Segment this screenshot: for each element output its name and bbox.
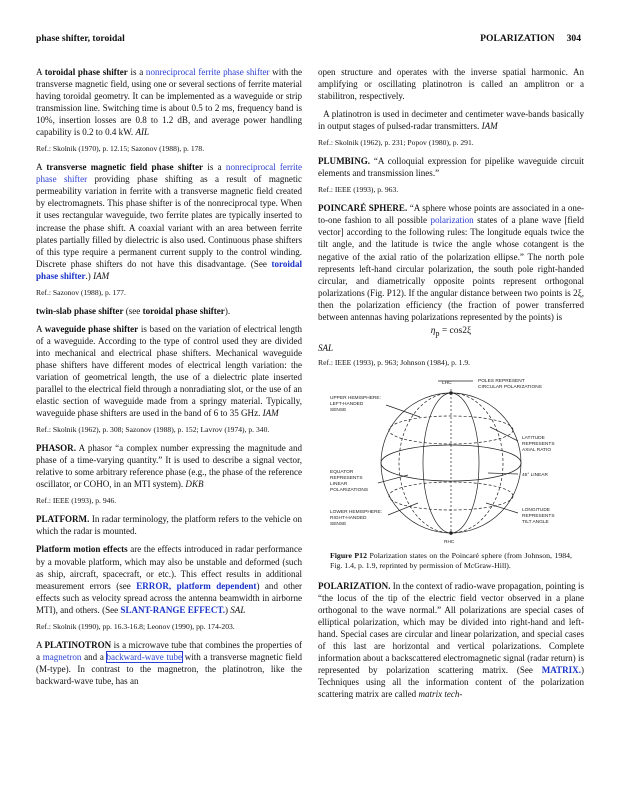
entry-platform-motion-effects: Platform motion effects are the effects introduced in radar performance by a movable platform, which may also be unstable and deformed (such as ship, aircraft, spacecraft, or etc.). This effect results in additional measurement errors (see ERROR, platform dependent) and other effects such as velocity spread across the antenna beamwidth in airborne MTI), and others. (See SLANT-RANGE EFFECT.) SAL [36,544,303,615]
equator-label-1: EQUATOR [330,469,354,475]
lower-leader [388,503,418,515]
entry-transverse-magnetic-field-phase-shifter: A transverse magnetic field phase shifter is a nonreciprocal ferrite phase shifter providing phase shifting as a result of magnetic permeability variation in ferrite with a transverse magnetic field created by electromagnets. This phase shifter is of the nonreciprocal type. When it uses rectangular waveguide, two ferrite plates are typically inserted to increase the phase shift. A coaxial variant with an area between ferrite plates partially filled by dielectric is also used. Continuous phase shifters of this type require a permanent current supply to the control winding. Discrete phase shifters do not have this disadvantage. (See toroidal phase shifter.) IAM [36,162,303,281]
entry-polarization: POLARIZATION. In the context of radio-wave propagation, pointing is “the locus of the tip of the electric field vector observed in a plane orthogonal to the wave normal.” All polarizations are special cases of elliptical polarization, which may be divided into right-hand and left-hand. Special cases are circular and linear polarization, and special cases of this last are horizontal and vertical polarizations. Complete information about a backscattered electromagnetic signal (radar return) is represented by polarization scattering matrix. (See MATRIX.) Techniques using all the information content of the polarization scattering matrix are called matrix tech- [318,580,584,700]
term: transverse magnetic field phase shifter [46,162,204,173]
term: PLUMBING. [318,156,371,167]
platinotron-continued: open structure and operates with the inverse spatial harmonic. An amplifying or oscillating platinotron is called an amplitron or a stabilitron, respectively. [318,67,584,102]
upper-leader [386,405,420,417]
see-toroidal-phase-shifter: toroidal phase shifter [142,305,225,316]
term: POLARIZATION. [318,580,391,591]
polarization-efficiency-formula: $\eta_p = \cos 2\xi$ [430,325,472,338]
author: IAM [93,270,110,281]
term: toroidal phase shifter [44,67,128,77]
poles-label-2: CIRCULAR POLARIZATIONS [478,384,542,390]
link-polarization[interactable]: polarization [430,215,474,226]
upper-label-2: LEFT-HANDED [330,401,364,407]
poles-label-1: POLES REPRESENT [478,378,525,384]
lower-label-1: LOWER HEMISPHERE: [330,509,382,515]
section-title: POLARIZATION 304 [480,33,581,44]
author: SAL [318,342,334,353]
link-toroidal-phase-shifter[interactable]: toroidal phase shifter [36,258,302,281]
right-column [318,66,584,706]
latitude-label-3: AXIAL RATIO [522,447,552,453]
link-nonreciprocal-ferrite-phase-shifter[interactable]: nonreciprocal ferrite phase shifter [145,67,270,77]
term: PLATINOTRON [44,639,112,650]
entry-phasor: PHASOR. A phasor “a complex number expressing the magnitude and phase of a time-varying quantity.” It is used to describe a signal vector, relative to some arbitrary reference phase (e.g., the phase of the reference oscillator, or COHO, in an MTI system). DKB [36,443,302,490]
running-head: phase shifter, toroidal [36,33,125,44]
linear45-leader [488,473,518,474]
reference: Ref.: Skolnik (1970), p. 12.15; Sazonov (1988), p. 178. [36,144,205,154]
entry-poincare-sphere: POINCARÉ SPHERE. “A sphere whose points are associated in a one-to-one fashion to all possible polarization states of a plane wave [field vector] according to the following rules: The longitude equals twice the tilt angle, and the latitude is twice the angle whose cotangent is the negative of the axial ratio of the polarization ellipse.” The north pole represents left-hand circular polarization, the south pole right-handed circular, and diametrically opposite points represent orthogonal polarizations (Fig. P12). If the angular distance between two points is 2ξ, then the polarization efficiency (the fraction of power transferred between antennas having polarizations represented by the points) is [318,203,584,322]
linear45-label: 45° LINEAR [522,472,548,478]
term: PHASOR. [36,443,76,454]
latitude-label-1: LATITUDE [522,435,545,441]
term: Platform motion effects [36,544,128,555]
equator-label-3: LINEAR [330,481,348,487]
lower-label-2: RIGHT-HANDED [330,515,367,521]
longitude-label-1: LONGITUDE [522,507,550,513]
latitude-leader [490,427,518,441]
entry-waveguide-phase-shifter: A waveguide phase shifter is based on the variation of electrical length of a waveguide. According to the type of control used they are divided into mechanical and electrical phase shifters. Mechanical waveguide phase shifters have different modes of electrical length variation: the variation of geometrical length, the use of a dielectric plate inserted parallel to the electrical field through a nonradiating slot, or the use of an elastic section of waveguide made from a springy material. Typically, waveguide phase shifters are used in the band of 6 to 35 GHz. IAM [36,323,303,419]
link-nonreciprocal-ferrite-phase-shifter[interactable]: nonreciprocal ferrite phase shifter [36,162,303,185]
link-slant-range-effect[interactable]: SLANT-RANGE EFFECT. [120,604,225,615]
equator-label-4: POLARIZATIONS [330,487,369,493]
author: IAM [262,408,279,419]
link-matrix[interactable]: MATRIX. [541,665,581,676]
reference: Ref.: Skolnik (1990), pp. 16.3-16.8; Leonov (1990), pp. 174-203. [36,621,235,631]
link-error-platform-dependent[interactable]: ERROR, platform dependent [136,580,257,591]
figure-caption: Figure P12 Polarization states on the Poincaré sphere (from Johnson, 1984, Fig. 1.4, p. 1.9, reprinted by permission of McGraw-Hill). [330,550,573,571]
entry-twin-slab-phase-shifter: twin-slab phase shifter (see toroidal phase shifter). [36,305,231,316]
term: PLATFORM. [36,514,90,525]
longitude-label-3: TILT ANGLE [522,519,549,525]
lhc-label: LHC [442,380,452,386]
term: waveguide phase shifter [44,323,139,334]
page-header [36,33,581,47]
term: twin-slab phase shifter [36,305,124,316]
author: IAM [481,121,498,132]
reference: Ref.: Skolnik (1962), p. 308; Sazonov (1988), p. 152; Lavrov (1974), p. 340. [36,425,270,435]
lower-label-3: SENSE [330,521,347,527]
platinotron-usage: A platinotron is used in decimeter and centimeter wave-bands basically in output stages of pulsed-radar transmitters. IAM [318,109,584,132]
entry-platinotron: A PLATINOTRON is a microwave tube that combines the properties of a magnetron and a backward-wave tube with a transverse magnetic field (M-type). In contrast to the magnetron, the platinotron, like the backward-wave tube, has an [36,639,303,686]
author: SAL [230,604,246,615]
reference: Ref.: IEEE (1993), p. 946. [36,496,117,506]
reference: Ref.: Sazonov (1988), p. 177. [36,287,126,297]
reference: Ref.: Skolnik (1962), p. 231; Popov (1980), p. 291. [318,138,474,148]
page-number: 304 [566,33,581,44]
latitude-label-2: REPRESENTS [522,441,555,447]
poincare-sphere-diagram [318,375,584,545]
upper-label-1: UPPER HEMISPHERE: [330,395,381,401]
link-magnetron[interactable]: magnetron [42,651,82,662]
link-backward-wave-tube[interactable]: backward-wave tube [106,651,183,662]
reference: Ref.: IEEE (1993), p. 963. [318,185,399,195]
poincare-sphere-figure [318,375,584,545]
left-column [36,66,302,693]
term: POINCARÉ SPHERE. [318,203,408,214]
longitude-label-2: REPRESENTS [522,513,555,519]
entry-platform: PLATFORM. In radar terminology, the platform refers to the vehicle on which the radar is mounted. [36,514,302,537]
entry-toroidal-phase-shifter: A toroidal phase shifter is a nonreciprocal ferrite phase shifter with the transverse magnetic field, using one or several sections of ferrite material having toroidal geometry. It can be implemented as a waveguide or strip transmission line. Switching time is about 0.5 to 2 ms, frequency band is 10%, insertion losses are 0.8 to 1.2 dB, and average power handling capability is 0.2 to 0.4 kW. AIL [36,67,302,138]
reference: Ref.: IEEE (1993), p. 963; Johnson (1984), p. 1.9. [318,357,471,367]
author: DKB [185,479,204,490]
equator-label-2: REPRESENTS [330,475,363,481]
author: AIL [135,127,150,138]
upper-label-3: SENSE [330,407,347,413]
rhc-label: RHC [444,539,455,545]
entry-plumbing: PLUMBING. “A colloquial expression for pipelike waveguide circuit elements and transmission lines.” [318,156,584,179]
